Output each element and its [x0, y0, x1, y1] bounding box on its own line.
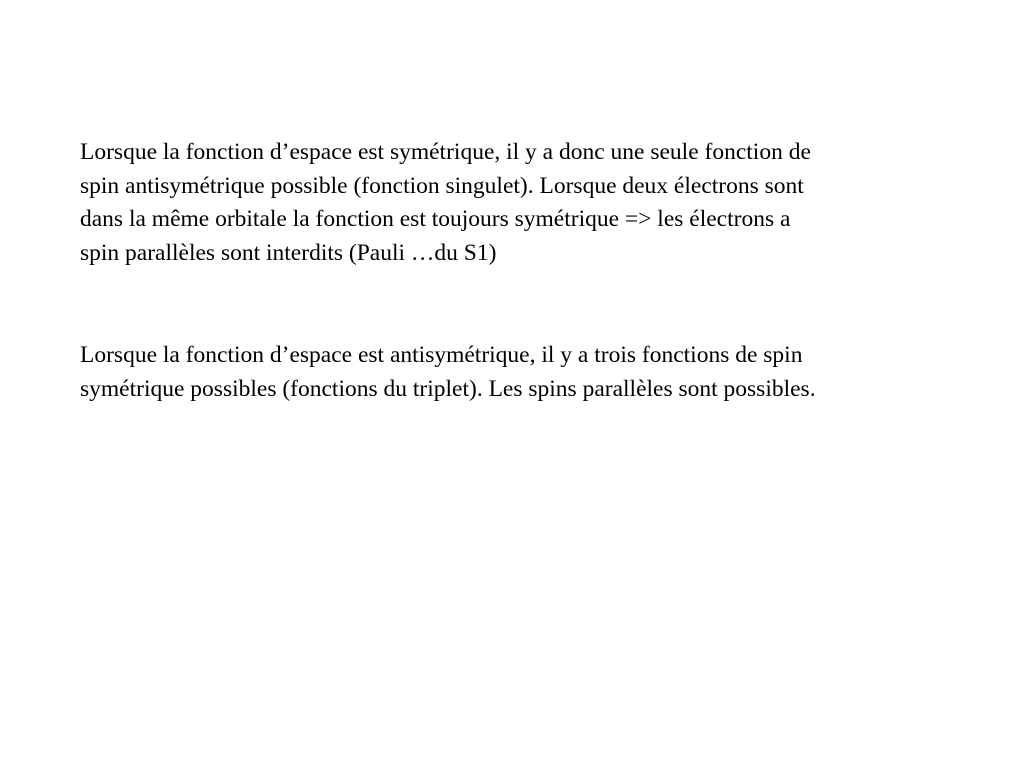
paragraph-line: symétrique possibles (fonctions du triplet). Les spins parallèles sont possibles. [80, 375, 816, 402]
paragraph-line: spin antisymétrique possible (fonction singulet). Lorsque deux électrons sont [80, 172, 804, 199]
paragraph-line: Lorsque la fonction d’espace est symétrique, il y a donc une seule fonction de [80, 139, 811, 165]
paragraph-line: spin parallèles sont interdits (Pauli …du S1) [80, 239, 497, 266]
paragraph-triplet [80, 339, 980, 406]
paragraph-line: Lorsque la fonction d’espace est antisymétrique, il y a trois fonctions de spin [80, 342, 803, 368]
paragraph-line: dans la même orbitale la fonction est toujours symétrique => les électrons a [80, 206, 791, 232]
paragraph-singlet [80, 136, 980, 270]
